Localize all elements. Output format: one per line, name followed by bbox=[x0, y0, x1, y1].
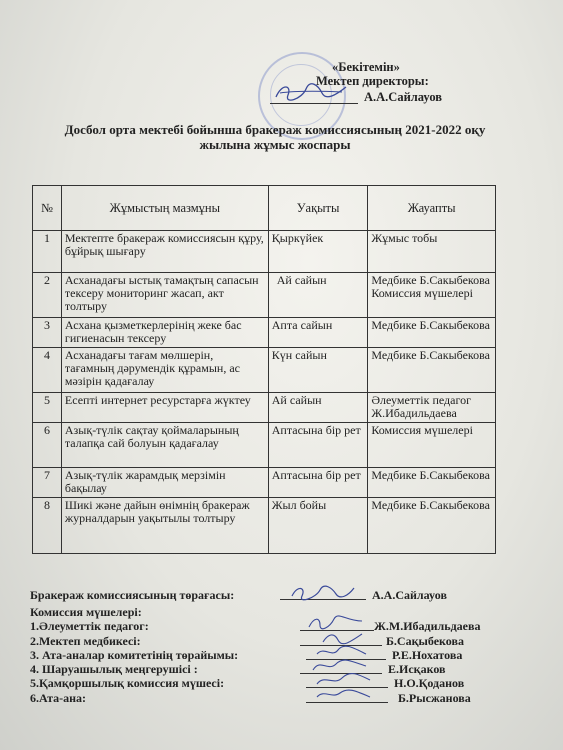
row-responsible: Комиссия мүшелері bbox=[368, 423, 496, 468]
header-content: Жұмыстың мазмұны bbox=[61, 186, 268, 231]
row-number: 4 bbox=[33, 348, 62, 393]
member-name: Ж.М.Ибадильдаева bbox=[374, 619, 481, 634]
chair-name: А.А.Сайлауов bbox=[372, 588, 447, 602]
table-row bbox=[33, 273, 496, 318]
row-content: Мектепте бракераж комиссиясын құру, бұйрық шығару bbox=[61, 231, 268, 273]
row-content: Есепті интернет ресурстарға жүктеу bbox=[61, 393, 268, 423]
table-row bbox=[33, 498, 496, 554]
row-number: 8 bbox=[33, 498, 62, 554]
signatures-block bbox=[30, 588, 530, 705]
row-time: Ай сайын bbox=[268, 393, 368, 423]
member-row bbox=[30, 648, 530, 662]
approval-position: Мектеп директоры: bbox=[316, 74, 429, 88]
row-content: Азық-түлік жарамдық мерзімін бақылау bbox=[61, 468, 268, 498]
row-number: 2 bbox=[33, 273, 62, 318]
row-number: 5 bbox=[33, 393, 62, 423]
member-name: Е.Исқаков bbox=[388, 662, 446, 677]
member-row bbox=[30, 676, 530, 690]
document-title: Досбол орта мектебі бойынша бракераж комиссиясының 2021-2022 оқу жылына жұмыс жоспары bbox=[64, 122, 486, 152]
member-label: 6.Ата-ана: bbox=[30, 690, 87, 705]
row-number: 7 bbox=[33, 468, 62, 498]
row-responsible: Әлеуметтік педагог Ж.Ибадильдаева bbox=[368, 393, 496, 423]
row-time: Ай сайын bbox=[268, 273, 368, 318]
row-responsible: Медбике Б.Сакыбекова bbox=[368, 348, 496, 393]
row-responsible: Медбике Б.Сакыбекова bbox=[368, 318, 496, 348]
member-label: 4. Шаруашылық меңгерушісі : bbox=[30, 662, 198, 677]
member-signature bbox=[314, 687, 374, 703]
member-row bbox=[30, 691, 530, 705]
director-name: А.А.Сайлауов bbox=[364, 90, 443, 104]
approval-heading: «Бекітемін» bbox=[332, 60, 400, 74]
row-time: Аптасына бір рет bbox=[268, 468, 368, 498]
member-label: 3. Ата-аналар комитетінің төрайымы: bbox=[30, 647, 239, 662]
member-label: 2.Мектеп медбикесі: bbox=[30, 633, 141, 648]
row-responsible: Медбике Б.Сакыбекова Комиссия мүшелері bbox=[368, 273, 496, 318]
approval-block bbox=[270, 60, 520, 104]
table-row bbox=[33, 468, 496, 498]
row-responsible: Медбике Б.Сакыбекова bbox=[368, 468, 496, 498]
member-row bbox=[30, 634, 530, 648]
member-name: Б.Сақыбекова bbox=[386, 633, 464, 648]
row-content: Асханадағы ыстық тамақтың сапасын тексеру мониторинг жасап, акт толтыру bbox=[61, 273, 268, 318]
table-header-row bbox=[33, 186, 496, 231]
member-name: Б.Рысжанова bbox=[398, 690, 471, 705]
member-label: 1.Әлеуметтік педагог: bbox=[30, 619, 149, 634]
member-name: Н.О.Қоданов bbox=[394, 676, 465, 691]
row-content: Асханадағы тағам мөлшерін, тағамның дәрумендік құрамын, ас мәзірін қадағалау bbox=[61, 348, 268, 393]
chair-label: Бракераж комиссиясының төрағасы: bbox=[30, 588, 235, 602]
row-content: Шикі және дайын өнімнің бракераж журналдарын уақытылы толтыру bbox=[61, 498, 268, 554]
row-time: Апта сайын bbox=[268, 318, 368, 348]
row-time: Күн сайын bbox=[268, 348, 368, 393]
member-row bbox=[30, 662, 530, 676]
header-number: № bbox=[33, 186, 62, 231]
row-number: 3 bbox=[33, 318, 62, 348]
chair-signature-row bbox=[30, 588, 530, 605]
row-responsible: Медбике Б.Сакыбекова bbox=[368, 498, 496, 554]
chair-signature bbox=[288, 584, 358, 602]
table-row bbox=[33, 231, 496, 273]
row-time: Жыл бойы bbox=[268, 498, 368, 554]
row-time: Қыркүйек bbox=[268, 231, 368, 273]
member-label: 5.Қамқоршылық комиссия мүшесі: bbox=[30, 676, 225, 691]
member-name: Р.Е.Нохатова bbox=[392, 647, 463, 662]
header-responsible: Жауапты bbox=[368, 186, 496, 231]
row-responsible: Жұмыс тобы bbox=[368, 231, 496, 273]
director-signature bbox=[270, 91, 358, 104]
table-row bbox=[33, 393, 496, 423]
table-row bbox=[33, 423, 496, 468]
work-plan-table bbox=[32, 185, 496, 554]
members-heading: Комиссия мүшелері: bbox=[30, 605, 142, 619]
row-number: 1 bbox=[33, 231, 62, 273]
row-time: Аптасына бір рет bbox=[268, 423, 368, 468]
member-row bbox=[30, 619, 530, 633]
header-time: Уақыты bbox=[268, 186, 368, 231]
row-content: Асхана қызметкерлерінің жеке бас гигиенасын тексеру bbox=[61, 318, 268, 348]
row-content: Азық-түлік сақтау қоймаларының талапқа сай болуын қадағалау bbox=[61, 423, 268, 468]
table-row bbox=[33, 348, 496, 393]
table-row bbox=[33, 318, 496, 348]
row-number: 6 bbox=[33, 423, 62, 468]
